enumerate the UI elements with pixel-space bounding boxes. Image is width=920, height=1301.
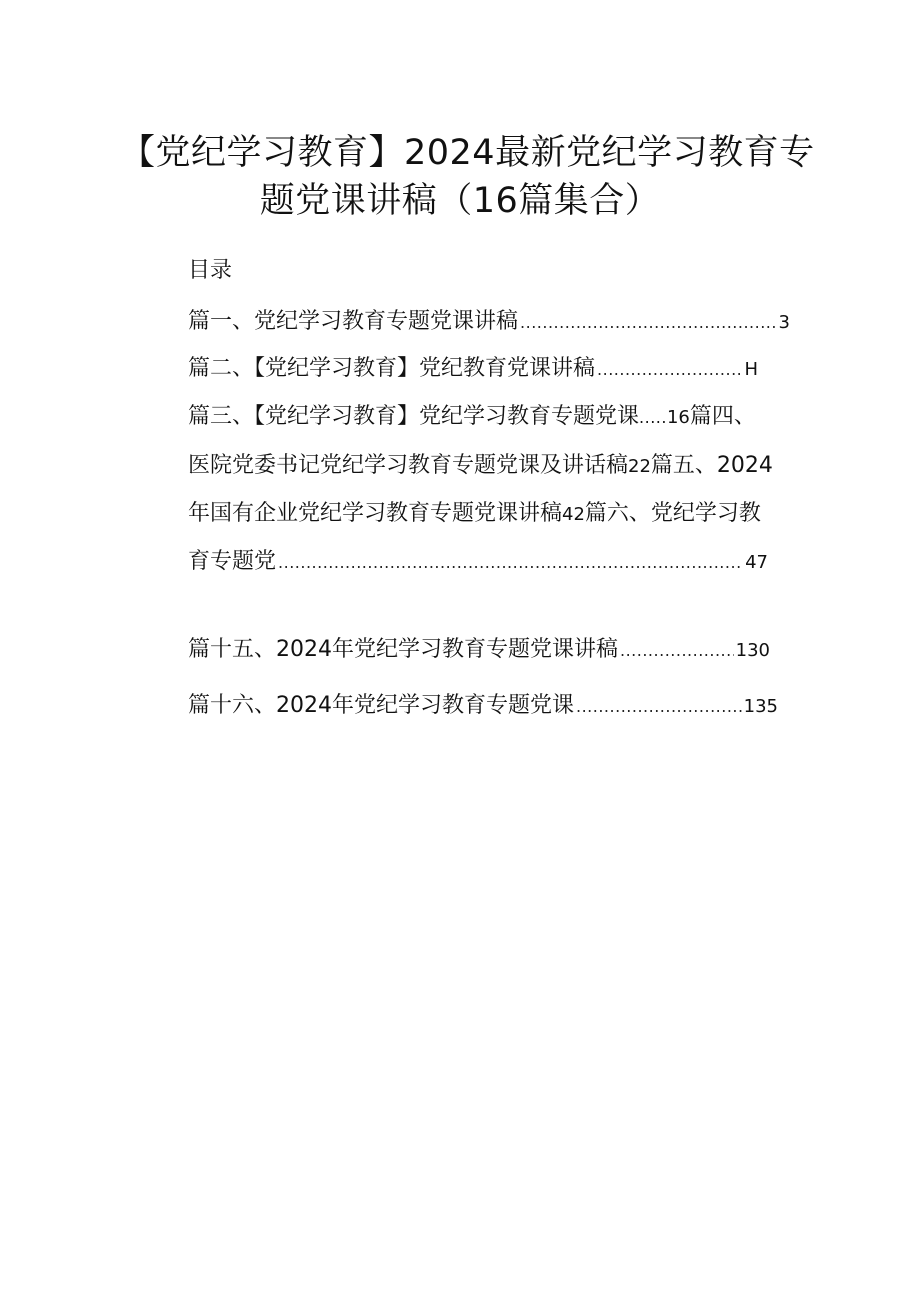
toc-heading: 目录 (188, 258, 233, 283)
toc-wrapped-line-2[interactable] (188, 450, 798, 483)
toc-leader-dots (520, 307, 777, 339)
toc-entry-page: 47 (745, 552, 768, 573)
toc-wrapped-line-4[interactable] (188, 546, 768, 578)
document-title-line-1: 【党纪学习教育】2024最新党纪学习教育专 (120, 133, 815, 173)
toc-leader-dots (278, 547, 743, 579)
toc-entry-label: 育专题党 (188, 549, 277, 574)
toc-entry-label: 篇十六、2024年党纪学习教育专题党课 (188, 693, 574, 718)
toc-entry-page: 130 (735, 640, 770, 661)
toc-entry-page: 42 (562, 504, 585, 525)
toc-entry-label: 医院党委书记党纪学习教育专题党课及讲话稿 (188, 453, 629, 478)
toc-wrapped-line-3[interactable] (188, 498, 798, 531)
toc-entry-page: H (744, 359, 758, 380)
toc-entry[interactable] (188, 353, 758, 385)
toc-entry-label: 篇三、【党纪学习教育】党纪学习教育专题党课 (188, 404, 640, 429)
toc-entry-page: 16 (666, 407, 690, 428)
toc-leader-dots: ..... (639, 408, 667, 427)
toc-entry-label: 篇一、党纪学习教育专题党课讲稿 (188, 309, 519, 334)
toc-entry-label: 篇十五、2024年党纪学习教育专题党课讲稿 (188, 637, 618, 662)
toc-wrapped-line-1[interactable] (188, 401, 798, 434)
document-title-line-2: 题党课讲稿（16篇集合） (259, 181, 661, 221)
toc-entry-label: 篇四、 (689, 404, 756, 429)
toc-entry-page: 135 (743, 696, 778, 717)
toc-entry-label: 年国有企业党纪学习教育专题党课讲稿 (188, 501, 563, 526)
toc-leader-dots (620, 635, 734, 667)
toc-entry-page: 3 (778, 312, 790, 333)
toc-leader-dots (597, 354, 742, 386)
toc-entry-label: 篇五、2024 (650, 453, 773, 478)
toc-entry[interactable] (188, 690, 778, 722)
toc-entry-label: 篇二、【党纪学习教育】党纪教育党课讲稿 (188, 356, 596, 381)
toc-entry[interactable] (188, 306, 790, 338)
toc-entry-label: 篇六、党纪学习教 (584, 501, 761, 526)
toc-leader-dots (576, 691, 742, 723)
toc-entry[interactable] (188, 634, 770, 666)
toc-entry-page: 22 (628, 456, 651, 477)
